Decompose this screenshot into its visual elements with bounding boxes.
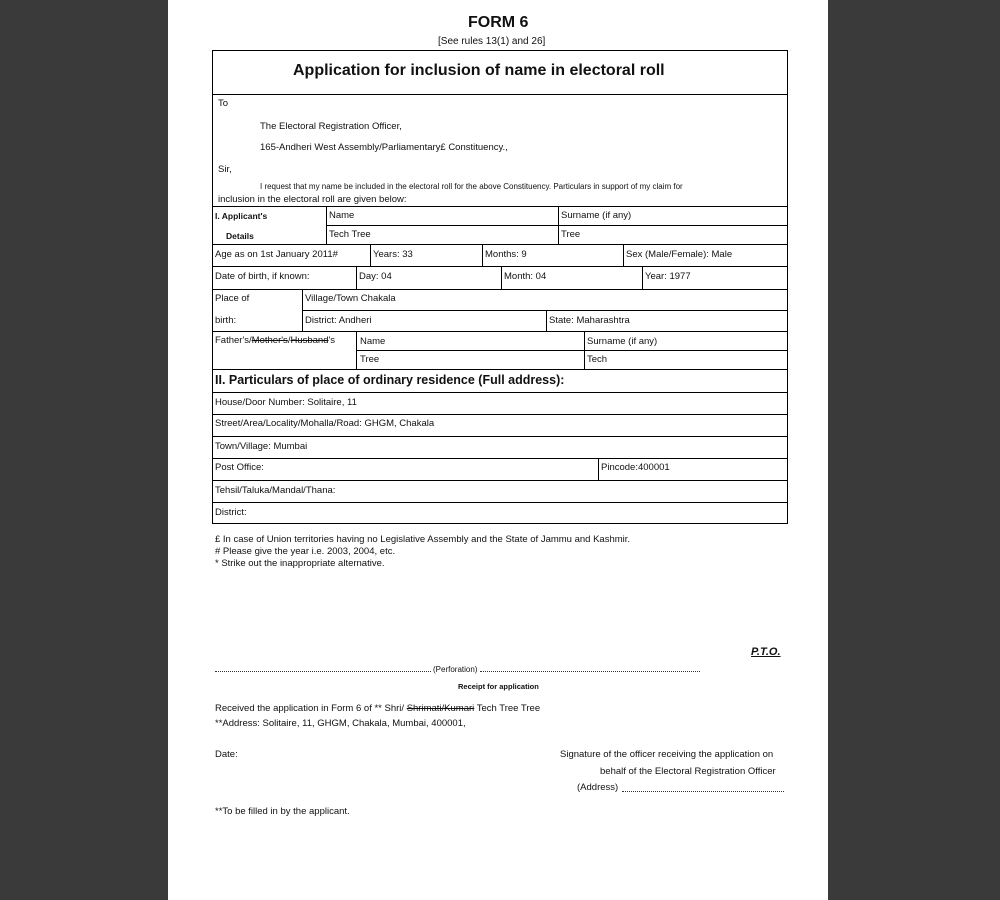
pob-village: Village/Town Chakala [305,293,396,304]
pob-label-2: birth: [215,315,237,326]
signature-line-3: (Address) [577,782,619,793]
pob-district: District: Andheri [305,315,372,326]
residence-heading: II. Particulars of place of ordinary residence (Full address): [215,373,565,387]
house-number: House/Door Number: Solitaire, 11 [215,397,357,408]
salutation: Sir, [218,164,232,175]
received-line: Received the application in Form 6 of ** Shri/ Shrimati/Kumari Tech Tree Tree [215,703,541,714]
relative-surname-label: Surname (if any) [587,336,658,347]
application-title: Application for inclusion of name in electoral roll [293,62,665,79]
rules-reference: [See rules 13(1) and 26] [438,36,546,47]
dob-month: Month: 04 [504,271,547,282]
street-field: Street/Area/Locality/Mohalla/Road: GHGM, Chakala [215,418,435,429]
footnote-3: * Strike out the inappropriate alternative. [215,558,385,569]
request-line-2: inclusion in the electoral roll are given below: [218,194,407,205]
town-field: Town/Village: Mumbai [215,441,308,452]
pob-state: State: Maharashtra [549,315,630,326]
dob-day: Day: 04 [359,271,392,282]
sex-field: Sex (Male/Female): Male [626,249,733,260]
relative-label: Father's/Mother's/Husband's [215,335,336,346]
receipt-address: **Address: Solitaire, 11, GHGM, Chakala, Mumbai, 400001, [215,718,466,729]
applicant-section-label: I. Applicant's [215,211,268,221]
pto-label: P.T.O. [751,646,781,658]
dob-label: Date of birth, if known: [215,271,310,282]
form-page [168,0,828,900]
request-line-1: I request that my name be included in the electoral roll for the above Constituency. Particulars in support of my claim for [260,182,683,191]
relative-name-label: Name [360,336,386,347]
tehsil-field: Tehsil/Taluka/Mandal/Thana: [215,485,336,496]
form-title: FORM 6 [468,14,529,31]
post-office-field: Post Office: [215,462,264,473]
constituency-line: 165-Andheri West Assembly/Parliamentary£ Constituency., [260,142,508,153]
age-label: Age as on 1st January 2011# [215,249,338,260]
perforation-label: (Perforation) [433,665,478,674]
name-value: Tech Tree [329,229,371,240]
pob-label-1: Place of [215,293,250,304]
signature-line-2: behalf of the Electoral Registration Officer [600,766,776,777]
surname-label: Surname (if any) [561,210,632,221]
name-label: Name [329,210,355,221]
surname-value: Tree [561,229,581,240]
signature-line-1: Signature of the officer receiving the application on [560,749,774,760]
recipient-line: The Electoral Registration Officer, [260,121,402,132]
footnote-2: # Please give the year i.e. 2003, 2004, etc. [215,546,396,557]
receipt-date: Date: [215,749,238,760]
pincode-field: Pincode:400001 [601,462,670,473]
applicant-note: **To be filled in by the applicant. [215,806,350,817]
district-field: District: [215,507,247,518]
receipt-heading: Receipt for application [458,682,539,691]
age-years: Years: 33 [373,249,413,260]
to-label: To [218,98,229,109]
age-months: Months: 9 [485,249,527,260]
relative-name-value: Tree [360,354,380,365]
footnote-1: £ In case of Union territories having no Legislative Assembly and the State of Jammu and Kashmir. [215,534,631,545]
applicant-details-label: Details [226,231,254,241]
dob-year: Year: 1977 [645,271,691,282]
relative-surname-value: Tech [587,354,608,365]
